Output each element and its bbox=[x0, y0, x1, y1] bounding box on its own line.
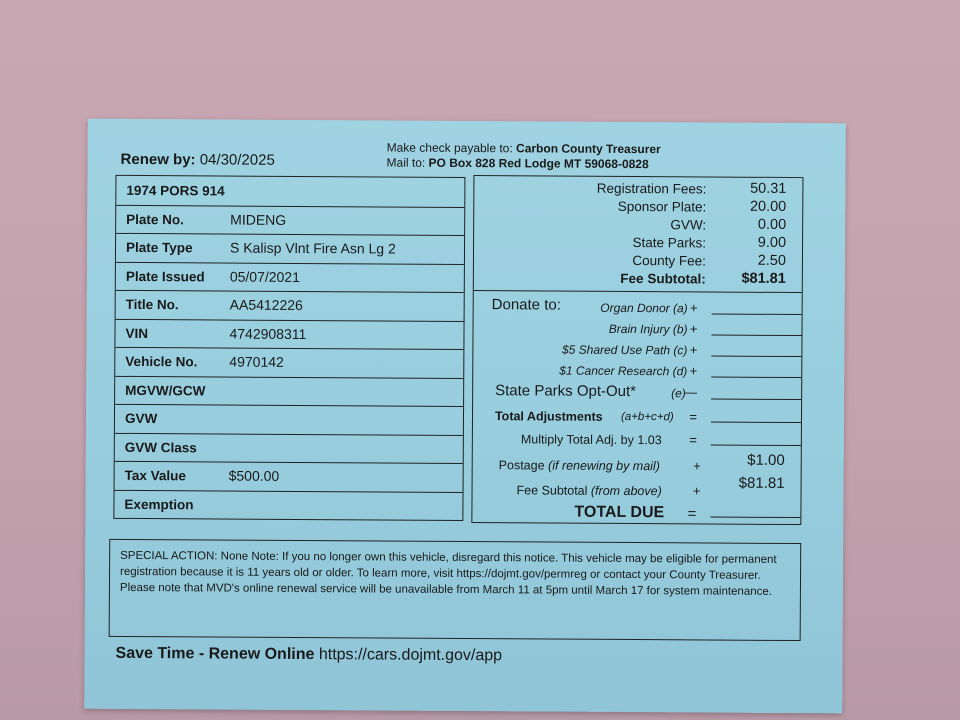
renew-url[interactable]: https://cars.dojmt.gov/app bbox=[318, 646, 503, 665]
table-row: VIN 4742908311 bbox=[115, 318, 463, 350]
special-action-text: SPECIAL ACTION: None Note: If you no longer own this vehicle, disregard this notice. This vehicle may be eligible for permanent registration because it is 11 years old or older. To learn more, visit https://dojmt.gov/permreg or contact your County Treasurer. Please note that MVD's online renewal service will be unavailable from March 11 at 5pm until March 17 for system maintenance. bbox=[119, 549, 777, 598]
table-row: Exemption bbox=[124, 496, 194, 512]
table-row: Plate Type S Kalisp Vlnt Fire Asn Lg 2 bbox=[116, 233, 464, 265]
vehicle-title-row bbox=[116, 176, 464, 208]
table-row: GVW bbox=[115, 404, 463, 436]
table-row: Vehicle No. 4970142 bbox=[115, 347, 463, 379]
vehicle-info-table bbox=[113, 175, 465, 521]
footer-renew-online: Save Time - Renew Online https://cars.dojmt.gov/app bbox=[115, 644, 503, 665]
total-adjustments-label: Total Adjustments bbox=[494, 409, 603, 424]
donate-title: Donate to: bbox=[491, 296, 561, 314]
divider bbox=[474, 290, 802, 293]
table-row: Plate No. MIDENG bbox=[116, 204, 464, 236]
fee-subtotal-value: $81.81 bbox=[741, 270, 786, 287]
mail-address: PO Box 828 Red Lodge MT 59068-0828 bbox=[428, 155, 649, 172]
table-row: GVW Class bbox=[115, 432, 463, 464]
fee-subtotal-2-label: Fee Subtotal (from above) bbox=[516, 483, 662, 499]
table-row: Tax Value $500.00 bbox=[115, 461, 463, 493]
renew-by: Renew by: 04/30/2025 bbox=[120, 150, 275, 169]
total-due-label: TOTAL DUE bbox=[574, 503, 665, 522]
postage-value: $1.00 bbox=[747, 451, 785, 469]
special-action-box bbox=[109, 539, 802, 641]
fee-subtotal-label: Fee Subtotal: bbox=[620, 270, 706, 287]
renew-date: 04/30/2025 bbox=[199, 151, 275, 169]
total-adj-blank bbox=[711, 422, 801, 424]
cancer-research-blank bbox=[711, 377, 801, 379]
postage-label: Postage (if renewing by mail) bbox=[498, 458, 660, 474]
vehicle-title: 1974 PORS 914 bbox=[126, 182, 225, 199]
organ-donor-blank bbox=[712, 314, 802, 316]
brain-injury-blank bbox=[711, 335, 801, 337]
multiply-label: Multiply Total Adj. by 1.03 bbox=[520, 432, 662, 448]
total-due-blank bbox=[710, 517, 800, 519]
fee-subtotal-2-value: $81.81 bbox=[738, 474, 785, 492]
payee: Carbon County Treasurer bbox=[516, 141, 661, 157]
table-row: Plate Issued 05/07/2021 bbox=[116, 261, 464, 293]
fees-box: Registration Fees: 50.31 Sponsor Plate: 20.00 GVW: 0.00 State Parks: 9.00 County Fee: 2.50 Fee Subtotal: $81.81 Donate to: Organ Donor (a) + Brain Injury (b) + $5 Shared Use Path (c) + $1 Cancer Research (d) + State Parks Opt-Out* (e) — Total Adjustments (a+b+c+d) = Multiply Total Adj. by 1.03 = Postage (if renewing by mail) + $1.00 Fee Subtotal (from above) + $81.81 TOTAL DUE = bbox=[471, 175, 803, 525]
shared-use-path-blank bbox=[711, 356, 801, 358]
table-row: MGVW/GCW bbox=[115, 375, 463, 407]
renewal-notice-card bbox=[84, 119, 846, 714]
table-row: Title No. AA5412226 bbox=[116, 290, 464, 322]
opt-out-blank bbox=[711, 399, 801, 401]
multiply-blank bbox=[711, 445, 801, 447]
state-parks-opt-out: State Parks Opt-Out* bbox=[495, 382, 637, 401]
payment-instructions: Make check payable to: Carbon County Treasurer Mail to: PO Box 828 Red Lodge MT 59068-0828 bbox=[386, 140, 661, 172]
